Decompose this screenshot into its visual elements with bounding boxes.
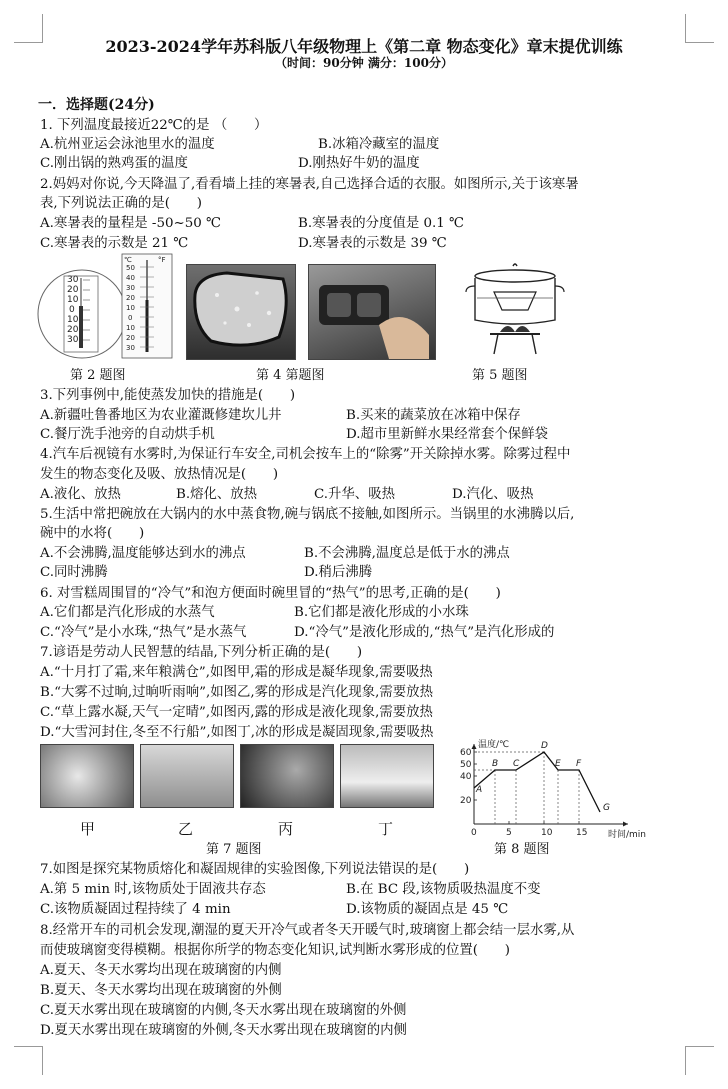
y-tick-label: 20 [460, 796, 472, 806]
scale-unit-c: ℃ [124, 256, 132, 264]
curve-point-label: C [513, 759, 520, 769]
frost-photo [40, 744, 134, 808]
q5-option-d: D.稍后沸腾 [304, 565, 373, 580]
crop-mark-bottom-left [14, 1046, 43, 1075]
scale-tick-label: 30 [126, 344, 135, 352]
curve-point-label: G [603, 803, 610, 813]
q4-stem-line1: 4.汽车后视镜有水雾时,为保证行车安全,司机会按车上的“除雾”开关除掉水雾。除雾过程中 [40, 447, 571, 462]
q8-stem-line1: 8.经常开车的司机会发现,潮湿的夏天开冷气或者冬天开暖气时,玻璃窗上都会结一层水雾,从 [40, 923, 575, 938]
q4-option-c: C.升华、吸热 [314, 487, 395, 502]
q1-option-a: A.杭州亚运会泳池里水的温度 [40, 137, 215, 152]
q4-stem-line2: 发生的物态变化及吸、放热情况是( ) [40, 467, 279, 482]
q8-option-d: D.夏天水雾出现在玻璃窗的外侧,冬天水雾出现在玻璃窗的内侧 [40, 1023, 407, 1038]
q1-stem: 1. 下列温度最接近22℃的是 （ ） [40, 118, 268, 133]
q5-option-a: A.不会沸腾,温度能够达到水的沸点 [40, 546, 246, 561]
x-tick-label: 15 [576, 828, 588, 838]
photo-label-ding: 丁 [378, 820, 394, 838]
x-axis-label: 时间/min [608, 830, 647, 840]
fog-photo [140, 744, 234, 808]
q8-stem-line2: 而使玻璃窗变得模糊。根据你所学的物态变化知识,试判断水雾形成的位置( ) [40, 943, 510, 958]
q8-option-a: A.夏天、冬天水雾均出现在玻璃窗的内侧 [40, 963, 282, 978]
q8-option-c: C.夏天水雾出现在玻璃窗的内侧,冬天水雾出现在玻璃窗的外侧 [40, 1003, 407, 1018]
x-axis-arrow [623, 822, 628, 827]
therm-dial-tick-label: 10 [67, 315, 79, 325]
dew-photo [240, 744, 334, 808]
defog-button-photo [308, 264, 436, 360]
q3-option-d: D.超市里新鲜水果经常套个保鲜袋 [346, 427, 548, 442]
therm-dial-tick-label: 0 [69, 305, 75, 315]
x-tick-label: 10 [541, 828, 553, 838]
q5-stem-line2: 碗中的水将( ) [40, 526, 145, 541]
q7a-option-c: C.“草上露水凝,天气一定晴”,如图丙,露的形成是液化现象,需要放热 [40, 705, 433, 720]
q7a-option-d: D.“大雪河封住,冬至不行船”,如图丁,冰的形成是凝固现象,需要吸热 [40, 725, 434, 740]
q6-option-c: C.“冷气”是小水珠,“热气”是水蒸气 [40, 625, 247, 640]
fig7-caption: 第 7 题图 [206, 842, 262, 857]
crop-mark-bottom-right [685, 1046, 714, 1075]
q6-stem: 6. 对雪糕周围冒的“冷气”和泡方便面时碗里冒的“热气”的思考,正确的是( ) [40, 586, 501, 601]
fig2-caption: 第 2 题图 [70, 368, 126, 383]
car-mirror-photo [186, 264, 296, 360]
scale-tick-label: 10 [126, 324, 135, 332]
y-axis-label: 温度/℃ [478, 740, 510, 750]
scale-tick-label: 40 [126, 274, 135, 282]
q3-option-a: A.新疆吐鲁番地区为农业灌溉修建坎儿井 [40, 408, 282, 423]
therm-dial-tick-label: 20 [67, 285, 79, 295]
q6-option-b: B.它们都是液化形成的小水珠 [294, 605, 469, 620]
q7b-option-c: C.该物质凝固过程持续了 4 min [40, 902, 231, 917]
q7b-option-d: D.该物质的凝固点是 45 ℃ [346, 902, 509, 917]
q2-option-d: D.寒暑表的示数是 39 ℃ [298, 236, 447, 251]
q2-option-b: B.寒暑表的分度值是 0.1 ℃ [298, 216, 465, 231]
q4-option-b: B.熔化、放热 [176, 487, 258, 502]
q5-stem-line1: 5.生活中常把碗放在大锅内的水中蒸食物,碗与锅底不接触,如图所示。当锅里的水沸腾以后, [40, 507, 575, 522]
q1-option-c: C.刚出锅的熟鸡蛋的温度 [40, 156, 188, 171]
q6-option-d: D.“冷气”是液化形成的,“热气”是汽化形成的 [294, 625, 555, 640]
q7b-stem: 7.如图是探究某物质熔化和凝固规律的实验图像,下列说法错误的是( ) [40, 862, 470, 877]
scale-tick-label: 20 [126, 334, 135, 342]
q7b-option-b: B.在 BC 段,该物质吸热温度不变 [346, 882, 541, 897]
curve-point-label: B [492, 759, 499, 769]
q5-option-b: B.不会沸腾,温度总是低于水的沸点 [304, 546, 510, 561]
scale-tick-label: 50 [126, 264, 135, 272]
photo-label-yi: 乙 [178, 820, 194, 838]
q7b-option-a: A.第 5 min 时,该物质处于固液共存态 [40, 882, 266, 897]
q7a-stem: 7.谚语是劳动人民智慧的结晶,下列分析正确的是( ) [40, 645, 363, 660]
q3-option-c: C.餐厅洗手池旁的自动烘手机 [40, 427, 215, 442]
q7a-option-a: A.“十月打了霜,来年粮满仓”,如图甲,霜的形成是凝华现象,需要吸热 [40, 665, 433, 680]
curve-point-label: E [555, 759, 561, 769]
q2-option-a: A.寒暑表的量程是 -50~50 ℃ [40, 216, 221, 231]
q8-option-b: B.夏天、冬天水雾均出现在玻璃窗的外侧 [40, 983, 282, 998]
curve-point-label: A [476, 785, 483, 795]
page-subtitle: （时间：90分钟 满分：100分） [275, 56, 453, 70]
photo-label-bing: 丙 [278, 820, 294, 838]
q4-option-a: A.液化、放热 [40, 487, 121, 502]
melting-curve-chart [452, 738, 647, 840]
ice-photo [340, 744, 434, 808]
therm-dial-tick-label: 30 [67, 275, 79, 285]
y-tick-label: 50 [460, 760, 472, 770]
x-tick-label: 5 [506, 828, 512, 838]
fig4-caption: 第 4 第题图 [256, 368, 325, 383]
q2-stem-line2: 表,下列说法正确的是( ) [40, 196, 203, 211]
thermometer-scale-figure [118, 252, 176, 360]
steaming-pot-figure [460, 262, 570, 358]
scale-unit-f: °F [158, 256, 166, 264]
scale-tick-label: 20 [126, 294, 135, 302]
therm-dial-tick-label: 30 [67, 335, 79, 345]
photo-label-jia: 甲 [80, 820, 96, 838]
q2-stem-line1: 2.妈妈对你说,今天降温了,看看墙上挂的寒暑表,自己选择合适的衣服。如图所示,关于该寒暑 [40, 177, 579, 192]
fig8-caption: 第 8 题图 [494, 842, 550, 857]
scale-tick-label: 30 [126, 284, 135, 292]
therm-dial-tick-label: 20 [67, 325, 79, 335]
q7a-option-b: B.“大雾不过晌,过晌听雨响”,如图乙,雾的形成是汽化现象,需要放热 [40, 685, 433, 700]
curve-point-label: D [541, 741, 548, 751]
q4-option-d: D.汽化、吸热 [452, 487, 534, 502]
q6-option-a: A.它们都是汽化形成的水蒸气 [40, 605, 215, 620]
q1-option-b: B.冰箱冷藏室的温度 [318, 137, 440, 152]
scale-tick-label: 10 [126, 304, 135, 312]
q3-stem: 3.下列事例中,能使蒸发加快的措施是( ) [40, 388, 296, 403]
scale-tick-label: 0 [128, 314, 133, 322]
x-tick-label: 0 [471, 828, 477, 838]
y-axis-arrow [472, 744, 477, 749]
q1-option-d: D.刚热好牛奶的温度 [298, 156, 420, 171]
therm-dial-tick-label: 10 [67, 295, 79, 305]
q3-option-b: B.买来的蔬菜放在冰箱中保存 [346, 408, 521, 423]
page-title: 2023-2024学年苏科版八年级物理上《第二章 物态变化》章末提优训练 [105, 37, 623, 56]
y-tick-label: 60 [460, 748, 472, 758]
fig5-caption: 第 5 题图 [472, 368, 528, 383]
section-heading: 一．选择题(24分) [38, 97, 155, 113]
curve-point-label: F [576, 759, 582, 769]
y-tick-label: 40 [460, 772, 472, 782]
q2-option-c: C.寒暑表的示数是 21 ℃ [40, 236, 189, 251]
q5-option-c: C.同时沸腾 [40, 565, 108, 580]
